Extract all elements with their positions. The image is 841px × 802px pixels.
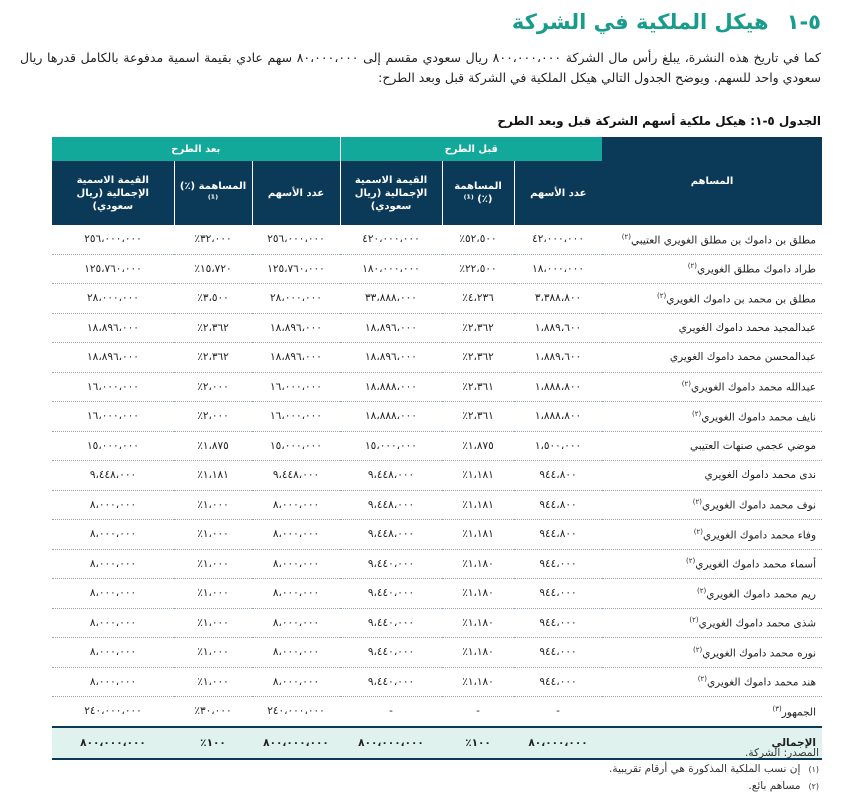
cell-before-value: ٩،٤٤٨،٠٠٠ <box>340 461 442 491</box>
cell-before-value: ١٨،٨٨٨،٠٠٠ <box>340 372 442 402</box>
table-row <box>52 402 822 432</box>
cell-holder <box>602 697 822 727</box>
cell-before-value: ١٨،٨٨٨،٠٠٠ <box>340 402 442 432</box>
cell-after-pct: ٣٢،٠٠٠٪ <box>174 225 252 254</box>
header-after-shares: عدد الأسهم <box>252 161 340 225</box>
cell-before-value: ٩،٤٤٠،٠٠٠ <box>340 608 442 638</box>
footnote-2-marker: (٢) <box>808 782 819 791</box>
section-number: ٥-١ <box>786 10 821 34</box>
cell-before-pct: ٢،٣٦٢٪ <box>442 313 514 343</box>
cell-after-pct: ١،٠٠٠٪ <box>174 549 252 579</box>
header-holder: المساهم <box>602 137 822 225</box>
cell-before-value: ٤٢٠،٠٠٠،٠٠٠ <box>340 225 442 254</box>
cell-before-pct: ١،١٨١٪ <box>442 461 514 491</box>
cell-after-pct: ١،٠٠٠٪ <box>174 638 252 668</box>
intro-paragraph: كما في تاريخ هذه النشرة، يبلغ رأس مال الشركة ٨٠٠،٠٠٠،٠٠٠ ريال سعودي مقسم إلى ٨٠،٠٠٠،٠٠٠ سهم عادي بقيمة اسمية مدفوعة بالكامل قدرها ريال سعودي واحد للسهم. ويوضح الجدول التالي هيكل الملكية في الشركة قبل وبعد الطرح: <box>20 50 822 85</box>
holder-name: الجمهور <box>781 706 817 718</box>
cell-holder <box>602 520 822 550</box>
cell-before-pct: ١،١٨٠٪ <box>442 667 514 697</box>
cell-before-pct: ١،١٨١٪ <box>442 520 514 550</box>
cell-before-pct: ٢،٣٦٢٪ <box>442 343 514 373</box>
cell-after-shares: ٨،٠٠٠،٠٠٠ <box>252 520 340 550</box>
table-row <box>52 697 822 727</box>
cell-after-pct: ١،٠٠٠٪ <box>174 490 252 520</box>
holder-name: ندى محمد داموك الغويري <box>704 469 817 482</box>
table-row <box>52 549 822 579</box>
table-row <box>52 579 822 609</box>
holder-name: نوف محمد داموك الغويري <box>701 499 817 512</box>
cell-after-shares: ١٦،٠٠٠،٠٠٠ <box>252 372 340 402</box>
cell-after-value: ٨،٠٠٠،٠٠٠ <box>52 638 174 668</box>
cell-before-shares: ١،٨٨٩،٦٠٠ <box>514 313 602 343</box>
cell-before-pct: ١،١٨٠٪ <box>442 579 514 609</box>
holder-footnote-marker: (٣) <box>772 704 782 713</box>
cell-before-value: ٩،٤٤٠،٠٠٠ <box>340 638 442 668</box>
table-row <box>52 343 822 373</box>
table-row <box>52 520 822 550</box>
cell-after-pct: ١،٨٧٥٪ <box>174 431 252 461</box>
cell-before-value: ١٨،٨٩٦،٠٠٠ <box>340 343 442 373</box>
cell-before-pct: ٢،٣٦١٪ <box>442 372 514 402</box>
holder-footnote-marker: (٢) <box>697 675 707 683</box>
holder-name: نايف محمد داموك الغويري <box>701 411 817 423</box>
header-before-shares: عدد الأسهم <box>514 161 602 225</box>
holder-footnote-marker: (٢) <box>692 409 702 418</box>
holder-name: هند محمد داموك الغويري <box>706 676 817 689</box>
holder-name: عبدالمحسن محمد داموك الغويري <box>669 351 817 364</box>
total-before-value: ٨٠٠،٠٠٠،٠٠٠ <box>340 727 442 759</box>
cell-after-value: ٢٨،٠٠٠،٠٠٠ <box>52 284 174 314</box>
header-after-pct: المساهمة (٪) ⁽¹⁾ <box>174 161 252 225</box>
cell-after-shares: ٢٥٦،٠٠٠،٠٠٠ <box>252 225 340 254</box>
cell-after-shares: ٨،٠٠٠،٠٠٠ <box>252 490 340 520</box>
cell-after-shares: ١٢٥،٧٦٠،٠٠٠ <box>252 254 340 284</box>
cell-after-value: ٨،٠٠٠،٠٠٠ <box>52 490 174 520</box>
holder-name: أسماء محمد داموك الغويري <box>695 558 817 571</box>
cell-before-value: ١٨،٨٩٦،٠٠٠ <box>340 313 442 343</box>
cell-after-pct: ١،٠٠٠٪ <box>174 520 252 550</box>
ownership-table <box>52 137 822 760</box>
holder-name: نوره محمد داموك الغويري <box>702 647 817 659</box>
footnote-2-text: مساهم بائع. <box>748 780 801 792</box>
holder-name: مطلق بن داموك بن مطلق الغويري العتيبي <box>630 234 817 246</box>
holder-footnote-marker: (٢) <box>681 380 691 388</box>
cell-holder <box>602 579 822 609</box>
cell-before-pct: ١،١٨٠٪ <box>442 549 514 579</box>
cell-before-shares: ١،٨٨٩،٦٠٠ <box>514 343 602 373</box>
section-heading <box>20 10 821 34</box>
table-row <box>52 461 822 491</box>
holder-footnote-marker: (٢) <box>686 557 696 565</box>
total-label: الإجمالي <box>602 727 822 759</box>
cell-after-value: ١٨،٨٩٦،٠٠٠ <box>52 343 174 373</box>
holder-footnote-marker: (٢) <box>687 262 697 270</box>
cell-holder <box>602 431 822 461</box>
table-row <box>52 313 822 343</box>
cell-before-value: ٩،٤٤٠،٠٠٠ <box>340 549 442 579</box>
holder-footnote-marker: (٢) <box>621 232 631 241</box>
cell-before-value: ١٥،٠٠٠،٠٠٠ <box>340 431 442 461</box>
cell-before-pct: - <box>442 697 514 727</box>
cell-before-value: - <box>340 697 442 727</box>
holder-footnote-marker: (٢) <box>693 527 703 536</box>
holder-name: ريم محمد داموك الغويري <box>706 588 817 600</box>
table-body <box>52 225 822 759</box>
holder-footnote-marker: (٢) <box>696 586 707 595</box>
cell-before-shares: ٩٤٤،٠٠٠ <box>514 579 602 609</box>
cell-before-shares: ١،٨٨٨،٨٠٠ <box>514 372 602 402</box>
cell-after-shares: ٢٤٠،٠٠٠،٠٠٠ <box>252 697 340 727</box>
cell-before-shares: ٩٤٤،٨٠٠ <box>514 461 602 491</box>
cell-after-value: ٨،٠٠٠،٠٠٠ <box>52 608 174 638</box>
cell-after-pct: ١،٠٠٠٪ <box>174 667 252 697</box>
cell-before-pct: ٢،٣٦١٪ <box>442 402 514 432</box>
footnote-2 <box>609 778 819 795</box>
cell-after-shares: ٨،٠٠٠،٠٠٠ <box>252 638 340 668</box>
cell-after-value: ٢٥٦،٠٠٠،٠٠٠ <box>52 225 174 254</box>
cell-before-pct: ١،١٨٠٪ <box>442 638 514 668</box>
cell-after-pct: ١٥،٧٢٠٪ <box>174 254 252 284</box>
cell-before-value: ١٨٠،٠٠٠،٠٠٠ <box>340 254 442 284</box>
cell-before-pct: ٢٢،٥٠٠٪ <box>442 254 514 284</box>
cell-after-value: ٨،٠٠٠،٠٠٠ <box>52 520 174 550</box>
cell-after-shares: ١٨،٨٩٦،٠٠٠ <box>252 313 340 343</box>
cell-after-shares: ٢٨،٠٠٠،٠٠٠ <box>252 284 340 314</box>
cell-holder <box>602 549 822 579</box>
cell-after-value: ٢٤٠،٠٠٠،٠٠٠ <box>52 697 174 727</box>
cell-after-pct: ١،١٨١٪ <box>174 461 252 491</box>
cell-after-value: ٨،٠٠٠،٠٠٠ <box>52 579 174 609</box>
table-row <box>52 638 822 668</box>
cell-before-pct: ١،١٨١٪ <box>442 490 514 520</box>
cell-after-pct: ٢،٣٦٢٪ <box>174 313 252 343</box>
cell-after-shares: ١٥،٠٠٠،٠٠٠ <box>252 431 340 461</box>
header-group-before: قبل الطرح <box>340 137 602 161</box>
cell-holder <box>602 402 822 432</box>
holder-name: موضي عجمي صنهات العتيبي <box>689 439 817 452</box>
holder-footnote-marker: (٢) <box>692 498 702 506</box>
cell-after-value: ١٢٥،٧٦٠،٠٠٠ <box>52 254 174 284</box>
header-before-value: القيمة الاسمية الإجمالية (ريال سعودي) <box>340 161 442 225</box>
cell-after-value: ١٦،٠٠٠،٠٠٠ <box>52 402 174 432</box>
cell-holder <box>602 461 822 491</box>
cell-holder <box>602 343 822 373</box>
holder-footnote-marker: (٢) <box>693 645 703 654</box>
cell-before-shares: ٩٤٤،٠٠٠ <box>514 638 602 668</box>
holder-footnote-marker: (٢) <box>689 616 699 624</box>
cell-before-pct: ١،١٨٠٪ <box>442 608 514 638</box>
cell-after-pct: ٢،٣٦٢٪ <box>174 343 252 373</box>
cell-holder <box>602 313 822 343</box>
cell-after-pct: ٣،٥٠٠٪ <box>174 284 252 314</box>
cell-holder <box>602 225 822 254</box>
cell-before-shares: ٣،٣٨٨،٨٠٠ <box>514 284 602 314</box>
total-after-pct: ١٠٠٪ <box>174 727 252 759</box>
table-row <box>52 284 822 314</box>
holder-name: طراد داموك مطلق الغويري <box>696 263 817 276</box>
cell-before-shares: ١،٥٠٠،٠٠٠ <box>514 431 602 461</box>
holder-name: مطلق بن محمد بن داموك الغويري <box>666 293 817 305</box>
cell-after-shares: ٨،٠٠٠،٠٠٠ <box>252 549 340 579</box>
total-after-value: ٨٠٠،٠٠٠،٠٠٠ <box>52 727 174 759</box>
cell-before-shares: ٩٤٤،٠٠٠ <box>514 667 602 697</box>
table-row <box>52 225 822 254</box>
cell-after-pct: ٣٠،٠٠٠٪ <box>174 697 252 727</box>
cell-before-value: ٣٣،٨٨٨،٠٠٠ <box>340 284 442 314</box>
cell-before-value: ٩،٤٤٨،٠٠٠ <box>340 490 442 520</box>
holder-name: عبدالله محمد داموك الغويري <box>691 381 817 394</box>
cell-before-value: ٩،٤٤٠،٠٠٠ <box>340 579 442 609</box>
cell-after-value: ١٦،٠٠٠،٠٠٠ <box>52 372 174 402</box>
cell-after-pct: ٢،٠٠٠٪ <box>174 372 252 402</box>
holder-footnote-marker: (٢) <box>656 291 667 300</box>
cell-after-pct: ٢،٠٠٠٪ <box>174 402 252 432</box>
cell-holder <box>602 372 822 402</box>
cell-after-shares: ٨،٠٠٠،٠٠٠ <box>252 608 340 638</box>
cell-after-shares: ٩،٤٤٨،٠٠٠ <box>252 461 340 491</box>
cell-after-value: ٨،٠٠٠،٠٠٠ <box>52 549 174 579</box>
cell-before-shares: ٩٤٤،٨٠٠ <box>514 520 602 550</box>
table-row <box>52 608 822 638</box>
total-after-shares: ٨٠٠،٠٠٠،٠٠٠ <box>252 727 340 759</box>
cell-holder <box>602 638 822 668</box>
holder-name: وفاء محمد داموك الغويري <box>702 529 817 541</box>
cell-after-value: ٨،٠٠٠،٠٠٠ <box>52 667 174 697</box>
cell-before-pct: ١،٨٧٥٪ <box>442 431 514 461</box>
cell-before-shares: ٤٢،٠٠٠،٠٠٠ <box>514 225 602 254</box>
cell-after-shares: ١٦،٠٠٠،٠٠٠ <box>252 402 340 432</box>
cell-before-shares: ٩٤٤،٠٠٠ <box>514 549 602 579</box>
cell-after-shares: ٨،٠٠٠،٠٠٠ <box>252 667 340 697</box>
cell-holder <box>602 608 822 638</box>
cell-after-pct: ١،٠٠٠٪ <box>174 608 252 638</box>
cell-before-pct: ٤،٢٣٦٪ <box>442 284 514 314</box>
source-note: المصدر: الشركة. <box>745 747 819 759</box>
holder-name: عبدالمجيد محمد داموك الغويري <box>678 321 817 334</box>
holder-name: شذى محمد داموك الغويري <box>698 617 817 630</box>
section-title: هيكل الملكية في الشركة <box>511 10 769 34</box>
cell-holder <box>602 254 822 284</box>
cell-after-pct: ١،٠٠٠٪ <box>174 579 252 609</box>
cell-before-shares: ٩٤٤،٠٠٠ <box>514 608 602 638</box>
cell-after-value: ١٨،٨٩٦،٠٠٠ <box>52 313 174 343</box>
footnote-1-marker: (١) <box>808 765 819 774</box>
footnote-1 <box>609 761 819 778</box>
cell-before-shares: ١،٨٨٨،٨٠٠ <box>514 402 602 432</box>
header-after-value: القيمة الاسمية الإجمالية (ريال سعودي) <box>52 161 174 225</box>
cell-before-value: ٩،٤٤٨،٠٠٠ <box>340 520 442 550</box>
cell-holder <box>602 490 822 520</box>
cell-before-value: ٩،٤٤٠،٠٠٠ <box>340 667 442 697</box>
cell-before-shares: ١٨،٠٠٠،٠٠٠ <box>514 254 602 284</box>
cell-after-shares: ١٨،٨٩٦،٠٠٠ <box>252 343 340 373</box>
total-before-shares: ٨٠،٠٠٠،٠٠٠ <box>514 727 602 759</box>
table-row <box>52 431 822 461</box>
cell-holder <box>602 667 822 697</box>
cell-before-shares: ٩٤٤،٨٠٠ <box>514 490 602 520</box>
table-caption: الجدول ٥-١: هيكل ملكية أسهم الشركة قبل وبعد الطرح <box>497 114 821 128</box>
cell-after-shares: ٨،٠٠٠،٠٠٠ <box>252 579 340 609</box>
cell-before-pct: ٥٢،٥٠٠٪ <box>442 225 514 254</box>
table-row <box>52 490 822 520</box>
cell-holder <box>602 284 822 314</box>
table-row <box>52 667 822 697</box>
header-group-after: بعد الطرح <box>52 137 340 161</box>
cell-after-value: ١٥،٠٠٠،٠٠٠ <box>52 431 174 461</box>
header-before-pct: المساهمة (٪) ⁽¹⁾ <box>442 161 514 225</box>
cell-after-value: ٩،٤٤٨،٠٠٠ <box>52 461 174 491</box>
cell-before-shares: - <box>514 697 602 727</box>
footnote-1-text: إن نسب الملكية المذكورة هي أرقام تقريبية. <box>608 763 801 775</box>
footnotes <box>609 745 819 795</box>
table-row <box>52 254 822 284</box>
table-row <box>52 372 822 402</box>
total-before-pct: ١٠٠٪ <box>442 727 514 759</box>
